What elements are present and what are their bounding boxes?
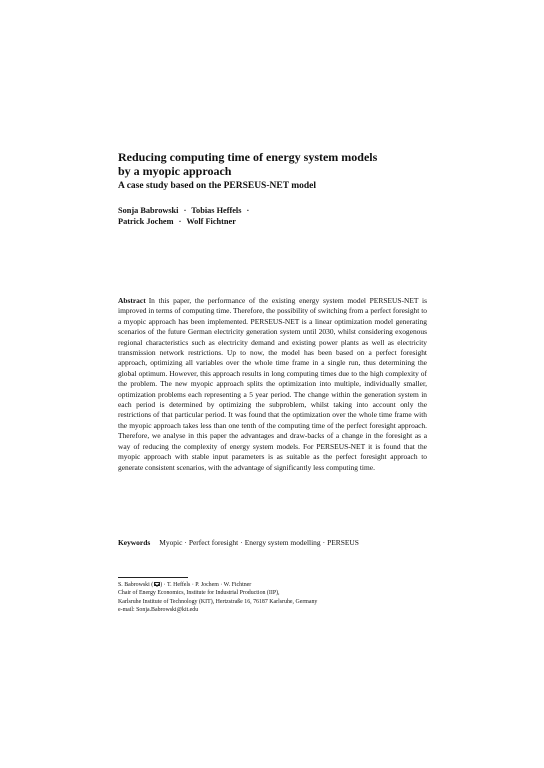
author-name: Patrick Jochem — [118, 216, 174, 226]
footnote-author: W. Fichtner — [223, 582, 252, 588]
keyword: Perfect foresight — [188, 538, 239, 547]
footnote-separator: · — [163, 582, 166, 588]
footnote-email[interactable]: e-mail: Sonja.Babrowski@kit.edu — [118, 606, 199, 613]
footnote-author-close: ) — [160, 582, 163, 588]
footnote-author: S. Babrowski ( — [118, 582, 154, 588]
author-list — [118, 206, 428, 227]
author-separator: · — [183, 206, 187, 215]
author-separator: · — [178, 216, 182, 226]
abstract-text: In this paper, the performance of the existing energy system model PERSEUS-NET is improved in terms of computing time. Therefore, the possibility of switching from a perfect foresight to a myopic approach has been implemented. PERSEUS-NET is a linear optimization model generating scenarios of the future German electricity generation system until 2030, whilst considering exogenous regional characteristics such as electricity demand and existing power plants as well as electricity transmission network restrictions. Up to now, the model has been based on a perfect foresight approach, optimizing all variables over the whole time frame in a single run, thus determining the global optimum. However, this approach results in long computing times due to the high complexity of the problem. The new myopic approach splits the optimization into multiple, individually smaller, optimization problems each representing a 5 year period. The change within the generation system in each period is determined by optimizing the subproblem, whilst taking into account only the restrictions of that particular period. It was found that the optimization over the whole time frame with the myopic approach takes less than one tenth of the computing time of the perfect foresight approach. Therefore, we analyse in this paper the advantages and draw-backs of a change in the foresight as a way of reducing the complexity of energy system models. For PERSEUS-NET it is found that the myopic approach with stable input parameters is as suitable as the perfect foresight approach to generate consistent scenarios, with the advantage of significantly less computing time. — [118, 296, 427, 472]
footnote-rule — [118, 577, 188, 578]
title-line-1: Reducing computing time of energy system models — [118, 150, 378, 164]
footnote-author: T. Heffels — [166, 582, 191, 588]
keyword: Myopic — [159, 538, 183, 547]
paper-subtitle: A case study based on the PERSEUS-NET model — [118, 181, 317, 191]
author-name: Sonja Babrowski — [118, 206, 179, 215]
abstract-label: Abstract — [118, 296, 146, 305]
abstract — [118, 296, 427, 473]
envelope-icon — [154, 582, 163, 588]
keywords — [118, 538, 427, 548]
author-name: Wolf Fichtner — [186, 216, 236, 226]
footnote-separator: · — [220, 582, 223, 588]
footnote-authors — [118, 581, 427, 589]
author-line-1 — [118, 206, 428, 217]
footnote-author: P. Jochem — [195, 582, 219, 588]
footnote-separator: · — [191, 582, 194, 588]
footnote-affiliation: Chair of Energy Economics, Institute for Industrial Production (IIP), — [118, 590, 280, 597]
keyword-separator: · — [322, 538, 326, 547]
keyword: Energy system modelling — [244, 538, 321, 547]
keyword-separator: · — [184, 538, 187, 547]
title-line-2: by a myopic approach — [118, 164, 232, 178]
footnote-address: Karlsruhe Institute of Technology (KIT), Hertzstraße 16, 76187 Karlsruhe, Germany — [118, 598, 318, 605]
keywords-label: Keywords — [118, 538, 151, 547]
paper-title — [118, 150, 428, 178]
author-separator: · — [246, 206, 250, 215]
keyword: PERSEUS — [327, 538, 359, 547]
author-line-2 — [118, 217, 428, 228]
author-footnote — [118, 581, 427, 614]
keyword-separator: · — [240, 538, 243, 547]
author-name: Tobias Heffels — [191, 206, 242, 215]
